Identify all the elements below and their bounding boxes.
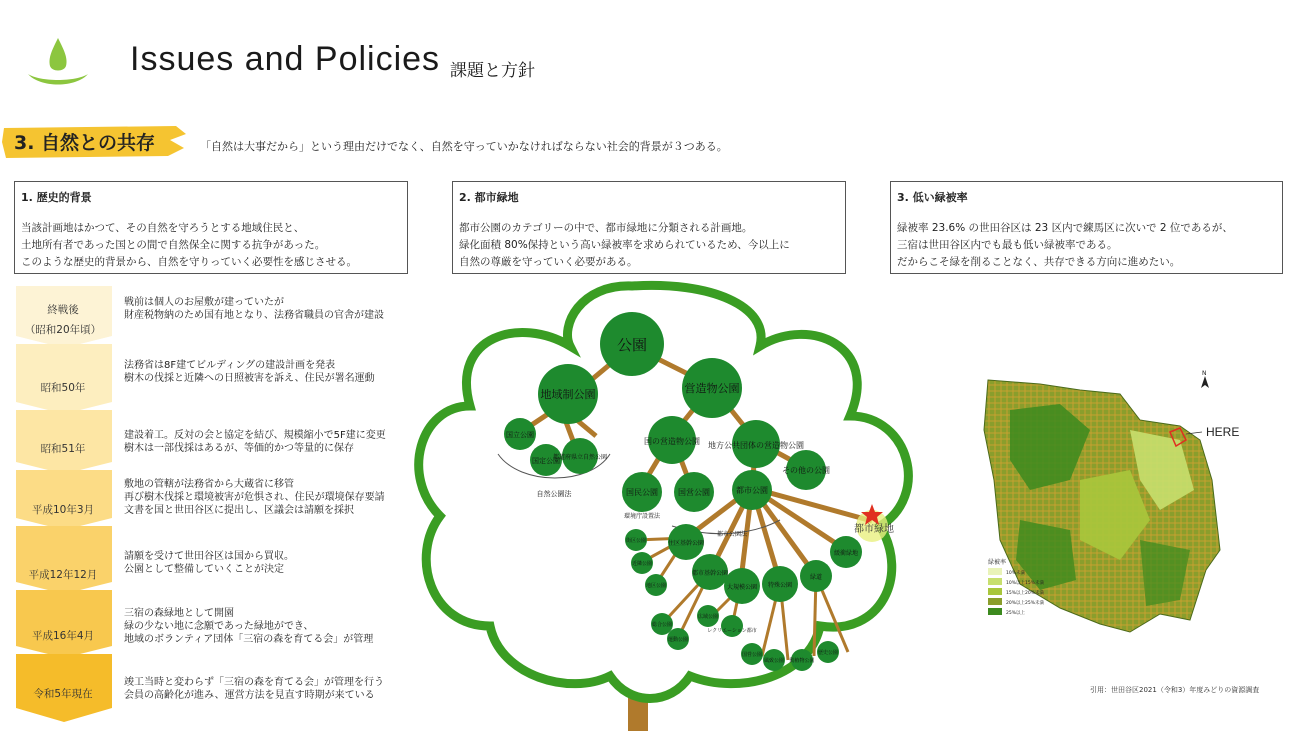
timeline-text: 建設着工。反対の会と協定を結び、規模縮小で5F建に変更 [124,430,386,441]
label-nature-law: 自然公園法 [536,490,572,498]
timeline-sublabel: （昭和20年頃） [24,324,102,336]
label-scenic: 風致公園 [763,658,785,664]
north-arrow-icon [1201,376,1209,388]
box-line: 土地所有者であった国との間で自然保全に関する抗争があった。 [21,239,326,251]
label-neighborhood: 近隣公園 [631,561,653,567]
label-national-gov2: 国営公園 [741,652,763,658]
box-line: 三宿は世田谷区内でも最も低い緑被率である。 [897,239,1118,251]
label-special: 特殊公園 [767,582,793,589]
box-line: 自然の尊厳を守っていく必要がある。 [459,256,638,268]
label-urban-park-law: 都市公園法 [716,531,748,538]
label-other: その他の公園 [782,466,830,475]
history-box [14,181,408,274]
timeline-text: 戦前は個人のお屋敷が建っていたが [124,297,284,308]
timeline-text: 請願を受けて世田谷区は国から買収。 [124,551,294,562]
legend-item: 25%以上 [1006,611,1026,616]
timeline-text: 三宿の森緑地として開園 [124,608,234,619]
box-title: 2. 都市緑地 [459,191,519,204]
urban-green-box [452,181,846,274]
timeline-text: 会員の高齢化が進み、運営方法を見直す時期が来ている [124,690,375,701]
timeline-text: 樹木は一部伐採はあるが、等価的かつ等量的に保存 [124,443,354,454]
legend-item: 15%以上20%未満 [1006,591,1045,596]
svg-text:N: N [1202,370,1207,377]
legend-item: 20%以上25%未満 [1006,601,1045,606]
legend-title: 緑被率 [988,559,1007,566]
box-line: 当該計画地はかつて、その自然を守ろうとする地域住民と、 [21,222,305,234]
timeline-text: 財産税物納のため国有地となり、法務省職員の官舎が建設 [124,310,384,321]
timeline-text: 敷地の管轄が法務省から大蔵省に移管 [124,479,294,490]
timeline-text: 竣工当時と変わらず「三宿の森を育てる会」が管理を行う [124,677,384,688]
label-district: 地区公園 [645,583,667,589]
timeline-label: 昭和50年 [40,382,86,394]
label-urban-park: 都市公園 [736,486,768,495]
label-city-base: 都市基幹公園 [691,570,729,577]
label-large: 大規模公園 [726,584,758,591]
timeline-text: 樹木の伐採と近隣への日照被害を訴え、住民が署名運動 [124,373,375,384]
section-title: 3. 自然との共存 [14,132,156,154]
box-title: 3. 低い緑被率 [897,191,968,204]
leaf-logo-icon [22,34,92,90]
timeline-text: 再び樹木伐採と環境被害が危惧され、住民が環境保存要請 [124,492,385,503]
timeline-label: 平成10年3月 [31,504,95,516]
page-title: Issues and Policies [130,40,441,78]
timeline-label: 終戦後 [47,304,79,316]
green-coverage-box [890,181,1283,274]
timeline-text: 公園として整備していくことが決定 [124,564,284,575]
timeline-text: 文書を国と世田谷区に提出し、区議会は請願を採択 [124,505,354,516]
label-general: 総合公園 [651,622,673,628]
label-built: 営造物公園 [684,382,740,395]
label-block: 街区公園 [625,538,647,544]
legend-item: 10%未満 [1006,571,1026,576]
label-national-designated: 国立公園 [506,431,534,439]
label-historic: 歴史公園 [817,650,839,656]
label-prefectural: 都道府県立自然公園 [552,454,608,461]
timeline-text: 緑の少ない地に念願であった緑地ができ、 [124,621,314,632]
timeline-label: 平成12年12月 [28,569,98,581]
label-recreation: レクリエーション都市 [707,628,757,634]
label-regional: 地域制公園 [540,388,596,401]
green-coverage-map [980,370,1280,650]
label-env-law: 環境庁設置法 [623,513,661,520]
park-classification-tree [410,276,930,731]
label-residential-base: 住区基幹公園 [667,540,705,547]
label-state: 国の営造物公園 [644,437,700,446]
map-caption: 引用：世田谷区2021（令和3）年度みどりの資源調査 [1090,686,1260,694]
label-quasi-national: 国定公園 [532,457,560,465]
timeline-label: 平成16年4月 [31,630,95,642]
legend-item: 10%以上15%未満 [1006,581,1045,586]
box-line: 緑化面積 80%保持という高い緑被率を求められているため、今以上に [459,239,790,251]
timeline-text: 地域のボランティア団体「三宿の森を育てる会」が管理 [124,634,374,645]
label-zoo: 動植物公園 [789,658,815,664]
page-subtitle: 課題と方針 [450,61,535,81]
label-urban-green: 都市緑地 [854,524,894,535]
here-label: HERE [1206,425,1240,439]
label-national-park: 国民公園 [626,488,658,497]
label-local: 地方公共団体の営造物公園 [708,441,804,450]
box-line: このような歴史的背景から、自然を守りっていく必要性を感じさせる。 [21,256,357,268]
timeline-text: 法務省は8F建てビルディングの建設計画を発表 [124,360,336,371]
label-sports: 運動公園 [667,637,689,643]
label-park: 公園 [616,336,648,354]
box-title: 1. 歴史的背景 [21,191,92,204]
timeline-label: 昭和51年 [40,443,86,455]
box-line: だからこそ緑を削ることなく、共存できる方向に進めたい。 [897,256,1181,268]
box-line: 都市公園のカテゴリーの中で、都市緑地に分類される計画地。 [459,222,753,234]
label-national-gov: 国営公園 [678,488,710,497]
label-green-road: 緑道 [809,574,823,581]
timeline-label: 令和5年現在 [33,688,93,700]
section-description: 「自然は大事だから」という理由だけでなく、自然を守っていかなければならない社会的背景が３つある。 [200,140,728,153]
label-buffer: 緩衝緑地 [833,550,859,557]
label-wide-area: 広域公園 [697,614,719,620]
box-line: 緑被率 23.6% の世田谷区は 23 区内で練馬区に次いで 2 位であるが、 [897,222,1233,234]
